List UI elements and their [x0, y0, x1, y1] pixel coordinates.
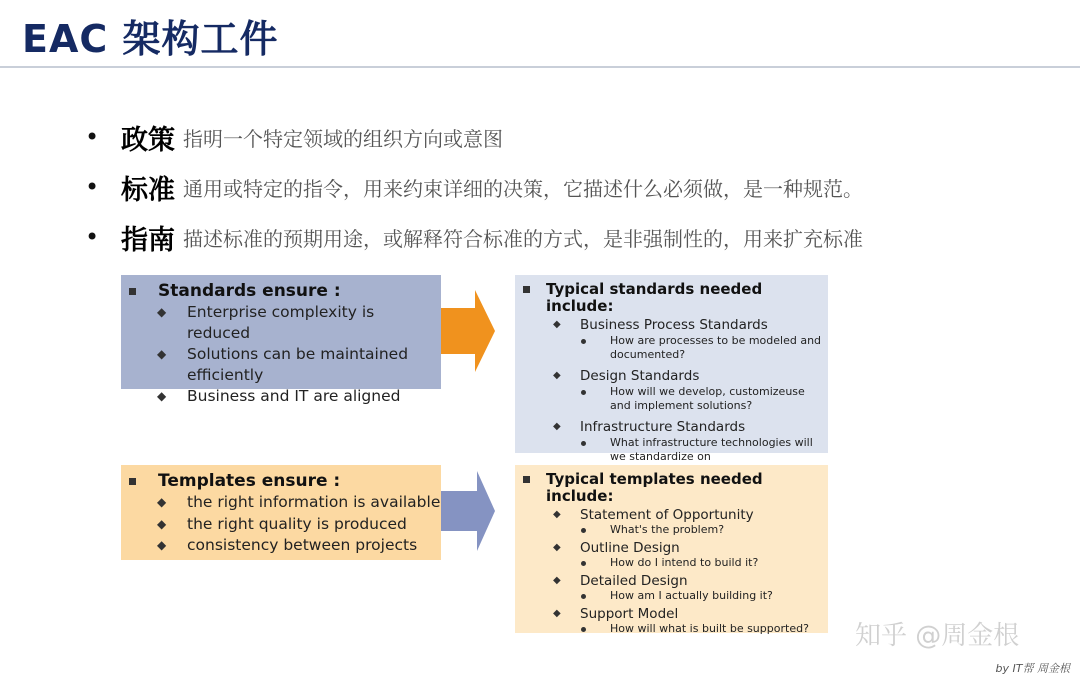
list-item [515, 368, 828, 384]
definition-item-standard [85, 162, 863, 212]
diamond-bullet-icon: ◆ [553, 608, 561, 619]
dot-bullet-icon [581, 561, 586, 566]
sub-list-item-text: How will we develop, customizeuse and implement solutions? [610, 385, 805, 412]
list-item-text: Business Process Standards [580, 317, 768, 333]
sub-list-item-text: How will what is built be supported? [610, 622, 809, 635]
list-item-text: the right quality is produced [187, 514, 407, 533]
title-divider [0, 66, 1080, 68]
sub-list-item-text: How am I actually building it? [610, 589, 773, 602]
list-item [515, 507, 828, 523]
list-item [121, 514, 441, 535]
square-bullet-icon [129, 478, 136, 485]
watermark: 知乎 @周金根 [855, 621, 1020, 651]
dot-bullet-icon [581, 441, 586, 446]
sub-list-item-text: What infrastructure technologies will we standardize on [610, 436, 813, 463]
list-item [121, 386, 441, 407]
standards-ensure-box [121, 275, 441, 405]
sub-list-item [515, 556, 828, 570]
sub-list-item-text: How do I intend to build it? [610, 556, 759, 569]
templates-ensure-box [121, 465, 441, 560]
orange-arrow-icon [441, 290, 497, 372]
diamond-bullet-icon: ◆ [157, 389, 167, 403]
diamond-bullet-icon: ◆ [553, 542, 561, 553]
list-item [121, 344, 441, 385]
diamond-bullet-icon: ◆ [157, 516, 167, 531]
list-item-text: Design Standards [580, 368, 700, 384]
dot-bullet-icon [581, 339, 586, 344]
dot-bullet-icon [581, 390, 586, 395]
definition-item-policy [85, 112, 863, 162]
box-header-text: Standards ensure : [158, 281, 341, 301]
square-bullet-icon [523, 286, 530, 293]
dot-bullet-icon [581, 627, 586, 632]
list-item [121, 492, 441, 513]
sub-list-item [515, 523, 828, 537]
definition-text: 指明一个特定领域的组织方向或意图 [183, 126, 503, 151]
list-item [515, 573, 828, 589]
box-header [515, 275, 828, 315]
list-item-text: Infrastructure Standards [580, 419, 746, 435]
definition-list [85, 112, 863, 262]
sub-list-item-text: How are processes to be modeled and documented? [610, 334, 822, 361]
list-item-text: consistency between projects [187, 536, 418, 554]
bullet-icon: • [85, 123, 100, 151]
sub-list-item [515, 436, 828, 464]
list-item [121, 535, 441, 556]
sub-list-item-text: What's the problem? [610, 523, 725, 536]
list-item [515, 317, 828, 333]
definition-text: 描述标准的预期用途，或解释符合标准的方式，是非强制性的，用来扩充标准 [183, 226, 863, 251]
diamond-bullet-icon: ◆ [157, 347, 167, 361]
box-header [121, 465, 441, 491]
diamond-bullet-icon: ◆ [553, 319, 561, 330]
sub-list-item [515, 589, 828, 603]
list-item [515, 540, 828, 556]
sub-list-item [515, 385, 828, 413]
list-item-text: Statement of Opportunity [580, 507, 754, 523]
list-item-text: Detailed Design [580, 573, 688, 589]
definition-text: 通用或特定的指令，用来约束详细的决策，它描述什么必须做，是一种规范。 [183, 176, 863, 201]
square-bullet-icon [523, 476, 530, 483]
diamond-bullet-icon: ◆ [157, 538, 167, 552]
list-item-text: the right information is available [187, 493, 441, 511]
list-item [515, 606, 828, 622]
box-header-text: Typical templates needed include: [546, 470, 763, 505]
diamond-bullet-icon: ◆ [553, 421, 561, 432]
sub-list-item [515, 334, 828, 362]
byline: by IT帮 周金根 [995, 662, 1070, 675]
diamond-bullet-icon: ◆ [553, 509, 561, 520]
square-bullet-icon [129, 288, 136, 295]
blue-arrow-icon [441, 471, 497, 551]
sub-list-item [515, 622, 828, 636]
definition-term: 标准 [121, 174, 175, 206]
bullet-icon: • [85, 223, 100, 251]
list-item-text: Business and IT are aligned [187, 387, 401, 405]
list-item [121, 302, 441, 343]
box-header [515, 465, 828, 505]
diamond-bullet-icon: ◆ [157, 305, 167, 319]
list-item [515, 419, 828, 435]
page-title: EAC 架构工件 [22, 17, 279, 61]
box-header-text: Templates ensure : [158, 471, 341, 491]
definition-item-guideline [85, 212, 863, 262]
dot-bullet-icon [581, 594, 586, 599]
box-header [121, 275, 441, 301]
definition-term: 指南 [121, 224, 175, 256]
list-item-text: Enterprise complexity is reduced [187, 303, 375, 342]
list-item-text: Solutions can be maintained efficiently [187, 345, 409, 384]
standards-needed-box [515, 275, 828, 463]
templates-needed-box [515, 465, 828, 633]
list-item-text: Outline Design [580, 540, 680, 556]
diamond-bullet-icon: ◆ [553, 575, 561, 586]
box-header-text: Typical standards needed include: [546, 280, 763, 315]
list-item-text: Support Model [580, 606, 679, 622]
diamond-bullet-icon: ◆ [553, 370, 561, 381]
diamond-bullet-icon: ◆ [157, 495, 167, 509]
definition-term: 政策 [121, 124, 175, 156]
dot-bullet-icon [581, 528, 586, 533]
bullet-icon: • [85, 173, 100, 201]
